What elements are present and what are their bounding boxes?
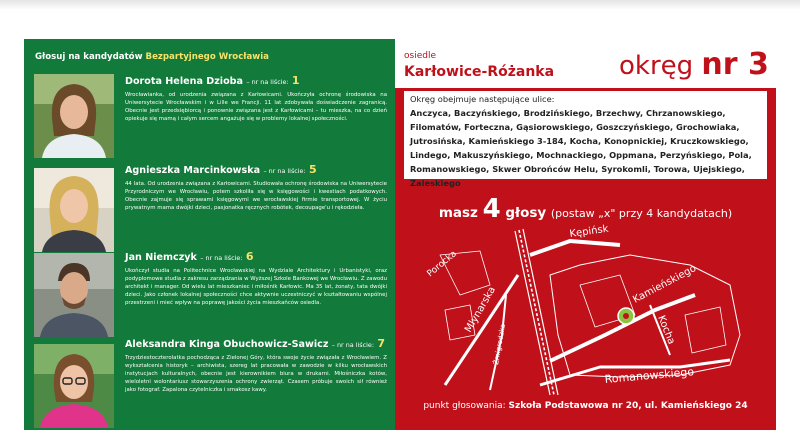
votes-count: 4 <box>482 194 501 224</box>
candidate-name: Agnieszka Marcinkowska <box>125 165 261 176</box>
candidate-photo <box>34 74 114 158</box>
list-number: 5 <box>309 163 317 176</box>
candidate-bio: Ukończył studia na Politechnice Wrocławskiej na Wydziale Architektury i Urbanistyki, oraz podyplomowe studia z zakresu zarządzania w Wyższej Szkole Bankowej we Wrocławiu. Z zawodu architekt i manager. Od wielu lat mieszkaniec i miłośnik Karłowic. Ma 35 lat, żonaty, tata dwójki dzieci. Jako członek lokalnej społeczności chce aktywnie uczestniczyć w kształtowaniu wspólnej przestrzeni i mieć wpływ na poprawę jakości życia mieszkańców osiedla. <box>125 268 387 306</box>
osiedle-label: osiedle <box>404 51 436 61</box>
intro-text <box>35 52 269 62</box>
candidates-panel <box>24 39 395 430</box>
street-line <box>445 275 518 385</box>
candidate-bio: Trzydziestoczterolatka pochodząca z Zielonej Góry, która swoje życie związała z Wrocławiem. Z wykształcenia historyk – archiwista, szereg lat pracowała w zawodzie w kilku wrocławskich instytucjach kulturalnych, obecnie jest kierownikiem biura w drukarni. Miłośniczka kotów, wieloletni wolontariusz stowarzyszenia ochrony zwierząt. Czasem próbuje swoich sił również jako fotograf. Zapalona czytelniczka i smakosz kawy. <box>125 355 387 393</box>
votes-hint: (postaw „x" przy 4 kandydatach) <box>550 207 733 220</box>
streets-list: Anczyca, Baczyńskiego, Brodzińskiego, Brzechwy, Chrzanowskiego, Filomatów, Forteczna, Gąsiorowskiego, Goszczyńskiego, Grochowiaka, Jutrosińska, Kamieńskiego 3-184, Kocha, Konopnickiej, Kruczkowskiego, Lindego, Makuszyńskiego, Mochnackiego, Oppmana, Perzyńskiego, Pola, Romanowskiego, Skwer Obrońców Helu, Syrokomli, Torowa, Ujejskiego, Zaleskiego <box>410 108 752 188</box>
poll-address: Szkoła Podstawowa nr 20, ul. Kamieńskiego 24 <box>508 401 748 411</box>
list-number: 6 <box>245 250 254 263</box>
candidate-photo <box>34 253 114 337</box>
candidate-name: Dorota Helena Dzioba <box>125 76 244 87</box>
list-number: 1 <box>291 74 300 87</box>
map-label: Mlynarska <box>463 284 499 335</box>
candidate-name-line <box>125 163 387 176</box>
list-label: – nr na liście: <box>331 341 374 349</box>
district-header <box>395 39 776 88</box>
election-flyer <box>24 39 776 430</box>
list-label: – nr na liście: <box>246 78 289 86</box>
okreg-number: nr 3 <box>701 47 769 82</box>
votes-prefix: masz <box>438 205 478 221</box>
railway-line <box>523 229 558 395</box>
candidate-name-line <box>125 337 387 350</box>
candidate-bio: Wrocławianka, od urodzenia związana z Karłowicami. Ukończyła ochronę środowiska na Uniwersytecie Wrocławskim i w Lille we Francji. 11 lat zdobywała doświadczenie zagranicą. Obecnie jest przedsiębiorcą i ponownie związana jest z Karłowicami – tu mieszka, na co dzień opiekuje się mamą i całym sercem angażuje się w problemy lokalnej społeczności. <box>125 92 387 122</box>
votes-word: głosy <box>505 205 547 221</box>
candidate-photo <box>34 168 114 252</box>
candidate-info <box>125 163 387 213</box>
candidate-photo <box>34 344 114 428</box>
map-label: Romanowskiego <box>604 365 695 386</box>
okreg-word: okręg <box>619 51 694 81</box>
party-name: Bezpartyjnego Wrocławia <box>145 52 269 62</box>
street-line <box>550 295 695 361</box>
streets-intro: Okręg obejmuje następujące ulice: <box>410 94 555 104</box>
block-outline <box>685 307 726 353</box>
district-panel <box>395 39 776 430</box>
list-number: 7 <box>377 337 385 350</box>
page-shadow <box>0 0 800 10</box>
map-label: Porocka <box>425 249 459 280</box>
poll-info <box>395 401 776 411</box>
candidate-bio: 44 lata. Od urodzenia związana z Karłowicami. Studiowała ochronę środowiska na Uniwersytecie Przyrodniczym we Wrocławiu, potem szkoliła się w księgowości i kwestiach podatkowych. Obecnie zajmuje się sprawami księgowymi we wrocławskiej firmie transportowej. W życiu prywatnym mama dwójki dzieci, pasjonatka ręcznych robótek, decoupage'u i rękodzieła. <box>125 181 387 211</box>
candidate-name-line <box>125 74 387 87</box>
poll-label: punkt głosowania: <box>423 401 506 411</box>
intro-prefix: Głosuj na kandydatów <box>35 52 146 62</box>
map-label: Kępińsk <box>568 223 610 240</box>
candidate-info <box>125 337 387 395</box>
district-map <box>425 215 750 395</box>
poll-location-marker <box>618 308 634 324</box>
map-label: Kamieńskiego <box>631 263 699 306</box>
okreg-title <box>619 47 769 82</box>
candidate-info <box>125 250 387 308</box>
candidate-name: Jan Niemczyk <box>125 252 197 263</box>
candidate-name: Aleksandra Kinga Obuchowicz-Sawicz <box>125 339 329 350</box>
candidate-name-line <box>125 250 387 263</box>
osiedle-name: Karłowice-Różanka <box>404 64 555 80</box>
candidate-info <box>125 74 387 124</box>
street-line <box>530 241 620 255</box>
list-label: – nr na liście: <box>200 254 243 262</box>
map-label: Żmigrodzka <box>492 323 508 366</box>
list-label: – nr na liście: <box>263 167 306 175</box>
streets-box <box>404 91 767 188</box>
map-label: Kocha <box>655 314 677 347</box>
